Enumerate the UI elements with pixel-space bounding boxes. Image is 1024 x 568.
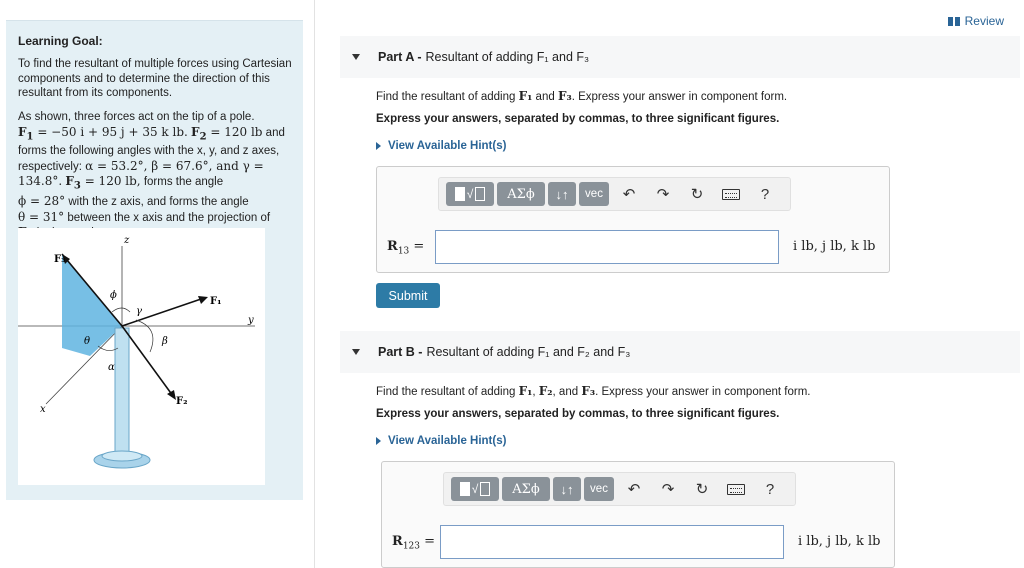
f1-expression: = −50 i + 95 j + 35 k lb.	[33, 124, 188, 139]
vector-button[interactable]: vec	[584, 477, 614, 501]
label-theta: θ	[84, 336, 91, 347]
redo-icon[interactable]: ↷	[656, 186, 670, 203]
part-b-title: Resultant of adding F₁ and F₂ and F₃	[426, 345, 631, 359]
part-a-sigfig-note: Express your answers, separated by commas, to three significant figures.	[376, 113, 780, 125]
label-x: x	[40, 404, 46, 415]
problem-text-4: with the z axis, and forms the angle	[68, 196, 249, 209]
pole	[115, 328, 129, 456]
part-a-instruction: Find the resultant of adding F₁ and F₃. Express your answer in component form.	[376, 89, 788, 103]
learning-goal-title: Learning Goal:	[18, 34, 103, 48]
label-alpha: α	[108, 362, 115, 373]
r13-label: $R_{13}$ =	[387, 239, 425, 257]
f1-arrow	[122, 298, 204, 326]
label-gamma: γ	[136, 306, 142, 317]
part-a-answer-box	[376, 166, 890, 273]
r123-units: i lb, j lb, k lb	[798, 534, 881, 549]
problem-angles-intro: and forms the following angles with the x, y, and z axes, respectively:	[18, 126, 285, 173]
panel-divider	[314, 0, 315, 568]
label-phi: ϕ	[110, 290, 117, 301]
problem-text-5: between the x axis and the projection of	[67, 211, 271, 224]
problem-angles: α = 53.2°, β = 67.6°, and γ = 134.8°.	[18, 158, 264, 189]
collapse-caret-icon[interactable]	[352, 349, 360, 355]
help-icon[interactable]: ?	[760, 185, 770, 203]
f3-symbol: $F_3$	[65, 174, 81, 192]
expand-triangle-icon	[376, 437, 381, 445]
templates-button[interactable]: √	[446, 182, 494, 206]
reset-icon[interactable]: ↻	[695, 481, 709, 498]
templates-button[interactable]: √	[451, 477, 499, 501]
label-z: z	[124, 235, 130, 246]
problem-statement	[18, 110, 298, 245]
subscript-superscript-button[interactable]: ↓↑	[553, 477, 581, 501]
f3-expression: = 120 lb,	[80, 174, 141, 189]
undo-icon[interactable]: ↶	[622, 186, 636, 203]
learning-goal-panel	[6, 20, 303, 500]
phi-angle: ϕ = 28°	[18, 194, 66, 209]
part-a-label: Part A -	[378, 50, 422, 64]
label-f3: F₃	[54, 254, 66, 265]
force-diagram	[18, 228, 265, 485]
problem-text-3: forms the angle	[143, 176, 224, 189]
review-link[interactable]	[948, 14, 1004, 28]
r123-answer-input[interactable]	[440, 525, 784, 559]
part-b-answer-box	[381, 461, 895, 568]
greek-symbols-button[interactable]: ΑΣϕ	[497, 182, 545, 206]
keyboard-icon[interactable]	[719, 477, 753, 501]
book-icon	[948, 17, 960, 26]
collapse-caret-icon[interactable]	[352, 54, 360, 60]
undo-icon[interactable]: ↶	[627, 481, 641, 498]
f1-symbol: $F_1$	[18, 124, 34, 142]
part-a-title: Resultant of adding F₁ and F₃	[425, 50, 590, 64]
part-b-hint-toggle[interactable]	[376, 435, 506, 447]
part-a-hint-toggle[interactable]	[376, 140, 506, 152]
f2-symbol: $F_2$	[191, 124, 207, 142]
problem-intro: As shown, three forces act on the tip of a pole.	[18, 111, 255, 123]
label-y: y	[248, 315, 254, 326]
hint-label: View Available Hint(s)	[388, 140, 507, 152]
label-f2: F₂	[176, 396, 188, 407]
part-b-instruction: Find the resultant of adding F₁, F₂, and F₃. Express your answer in component form.	[376, 384, 811, 398]
r123-label: $R_{123}$ =	[392, 534, 436, 552]
part-b-header[interactable]	[340, 331, 1020, 373]
label-beta: β	[162, 336, 168, 347]
math-toolbar	[438, 177, 791, 211]
greek-symbols-button[interactable]: ΑΣϕ	[502, 477, 550, 501]
part-b-label: Part B -	[378, 345, 423, 359]
keyboard-icon[interactable]	[714, 182, 748, 206]
redo-icon[interactable]: ↷	[661, 481, 675, 498]
theta-angle: θ = 31°	[18, 209, 65, 224]
label-f1: F₁	[210, 296, 222, 307]
r13-answer-input[interactable]	[435, 230, 779, 264]
f3-plane	[62, 254, 122, 356]
subscript-superscript-button[interactable]: ↓↑	[548, 182, 576, 206]
hint-label: View Available Hint(s)	[388, 435, 507, 447]
math-toolbar	[443, 472, 796, 506]
review-label: Review	[964, 14, 1004, 28]
part-a-header[interactable]	[340, 36, 1020, 78]
r13-units: i lb, j lb, k lb	[793, 239, 876, 254]
reset-icon[interactable]: ↻	[690, 186, 704, 203]
help-icon[interactable]: ?	[765, 480, 775, 498]
vector-button[interactable]: vec	[579, 182, 609, 206]
expand-triangle-icon	[376, 142, 381, 150]
submit-button[interactable]: Submit	[376, 283, 440, 308]
learning-goal-text: To find the resultant of multiple forces using Cartesian components and to determine the direction of this resultant from its components.	[18, 58, 292, 99]
part-b-sigfig-note: Express your answers, separated by commas, to three significant figures.	[376, 408, 780, 420]
f2-expression: = 120 lb	[206, 124, 263, 139]
